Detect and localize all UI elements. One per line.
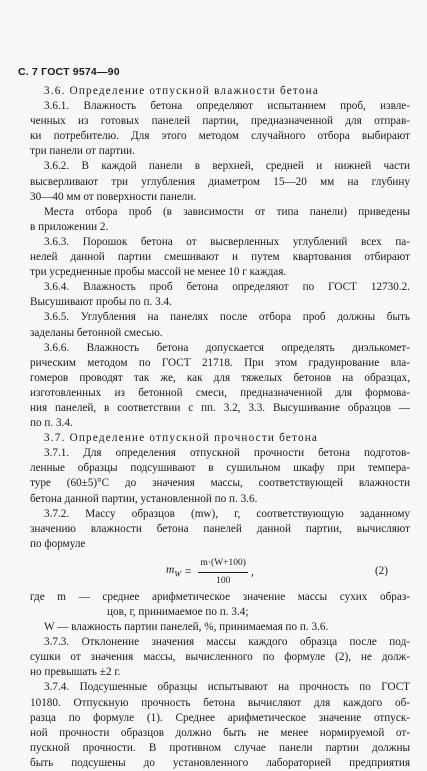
text-line: сушки от значения массы, вычисленного по формуле (2), не долж- <box>30 651 410 664</box>
body-text <box>30 84 410 771</box>
text-line: изготовленных из бетонной смеси, предназначенной для формова- <box>30 386 410 399</box>
text-line: быть подсушены до установленного лабораторией предприятия <box>30 756 410 769</box>
formula-denominator: 100 <box>216 576 231 586</box>
text-line: три панели от партии. <box>30 145 135 158</box>
text-line: туре (60±5)°С до значения массы, соответствующей влажности <box>30 477 410 490</box>
formula-expression <box>166 556 254 589</box>
text-line: заделаны бетонной смесью. <box>30 326 163 339</box>
text-line: 3.7.1. Для определения отпускной прочности бетона подготов- <box>44 447 410 460</box>
text-line: цов, г, принимаемое по п. 3.4; <box>107 606 249 618</box>
equation-number: (2) <box>374 564 388 577</box>
text-line: 3.6.5. Углубления на панелях после отбора проб должны быть <box>44 311 410 324</box>
text-line: 3.6.3. Порошок бетона от высверленных углублений всех па- <box>44 235 410 248</box>
text-line: ленные образцы подсушивают в сушильном шкафу при темпера- <box>30 462 410 475</box>
formula-numerator: m·(W+100) <box>198 556 247 573</box>
text-line: 3.6.1. Влажность бетона определяют испытанием проб, извле- <box>44 100 410 113</box>
text-line: W — влажность партии панелей, %, принимаемая по п. 3.6. <box>44 621 329 634</box>
text-line: ки потребителю. Для этого методом случайного отбора выбирают <box>30 130 410 143</box>
text-line: Высушивают пробы по п. 3.4. <box>30 296 172 309</box>
text-line: нелей данной партии смешивают и путем квартования отбирают <box>30 251 410 264</box>
page-header: С. 7 ГОСТ 9574—90 <box>18 66 120 78</box>
text-line: гомеров проводят так же, как для тяжелых бетонов на образцах, <box>30 371 410 384</box>
text-line: значению влажности бетона панелей данной партии, вычисляют <box>30 522 410 535</box>
text-line: Места отбора проб (в зависимости от типа панели) приведены <box>44 205 410 218</box>
text-line: 10180. Отпускную прочность бетона вычисляют для каждого об- <box>30 696 410 709</box>
text-line: 3.6.6. Влажность бетона допускается определять диэлькомет- <box>44 341 410 354</box>
formula-eq: = <box>184 565 192 578</box>
text-line: 3.6.4. Влажность проб бетона определяют по ГОСТ 12730.2. <box>44 281 410 294</box>
text-line: 3.7.3. Отклонение значения массы каждого образца после под- <box>44 636 410 649</box>
text-line: по п. 3.4. <box>30 417 73 430</box>
text-line: 3.7.2. Массу образцов (mw), г, соответствующую заданному <box>44 507 410 520</box>
text-line: по формуле <box>30 537 86 550</box>
text-line: пускной прочности. В противном случае панели партии должны <box>30 741 410 754</box>
text-line: но превышать ±2 г. <box>30 666 121 679</box>
text-line: ченных из готовых панелей партии, предназначенной для отправ- <box>30 115 410 128</box>
text-line: высверливают три углубления диаметром 15—20 мм на глубину <box>30 175 410 188</box>
text-line: 3.7.4. Подсушенные образцы испытывают на прочность по ГОСТ <box>44 681 410 694</box>
text-line: ной прочности образцов должно быть не менее нормируемой от- <box>30 726 410 739</box>
formula-2 <box>30 554 410 588</box>
text-line: 3.7. Определение отпускной прочности бетона <box>44 432 319 445</box>
text-line: разца по формуле (1). Среднее арифметическое значение отпуск- <box>30 711 410 724</box>
text-line: где m — среднее арифметическое значение массы сухих образ- <box>30 590 410 603</box>
text-line: рическим методом по ГОСТ 21718. При этом градуирование вла- <box>30 356 410 369</box>
text-line: ния панелей, в соответствии с пп. 3.2, 3.3. Высушивание образцов — <box>30 401 410 414</box>
text-line: 3.6. Определение отпускной влажности бетона <box>44 85 319 97</box>
text-line: бетона данной партии, установленной по п. 3.6. <box>30 492 258 505</box>
text-block-bottom <box>30 590 410 771</box>
text-line: в приложении 2. <box>30 220 109 233</box>
formula-fraction <box>198 556 247 589</box>
formula-tail: , <box>250 565 254 578</box>
text-line: 3.6.2. В каждой панели в верхней, средней и нижней части <box>44 160 410 173</box>
text-block-top <box>30 84 410 552</box>
formula-lhs: $m_W$ <box>166 564 181 579</box>
text-line: три усредненные пробы массой не менее 10 г каждая. <box>30 266 287 279</box>
text-line: 30—40 мм от поверхности панели. <box>30 190 197 203</box>
